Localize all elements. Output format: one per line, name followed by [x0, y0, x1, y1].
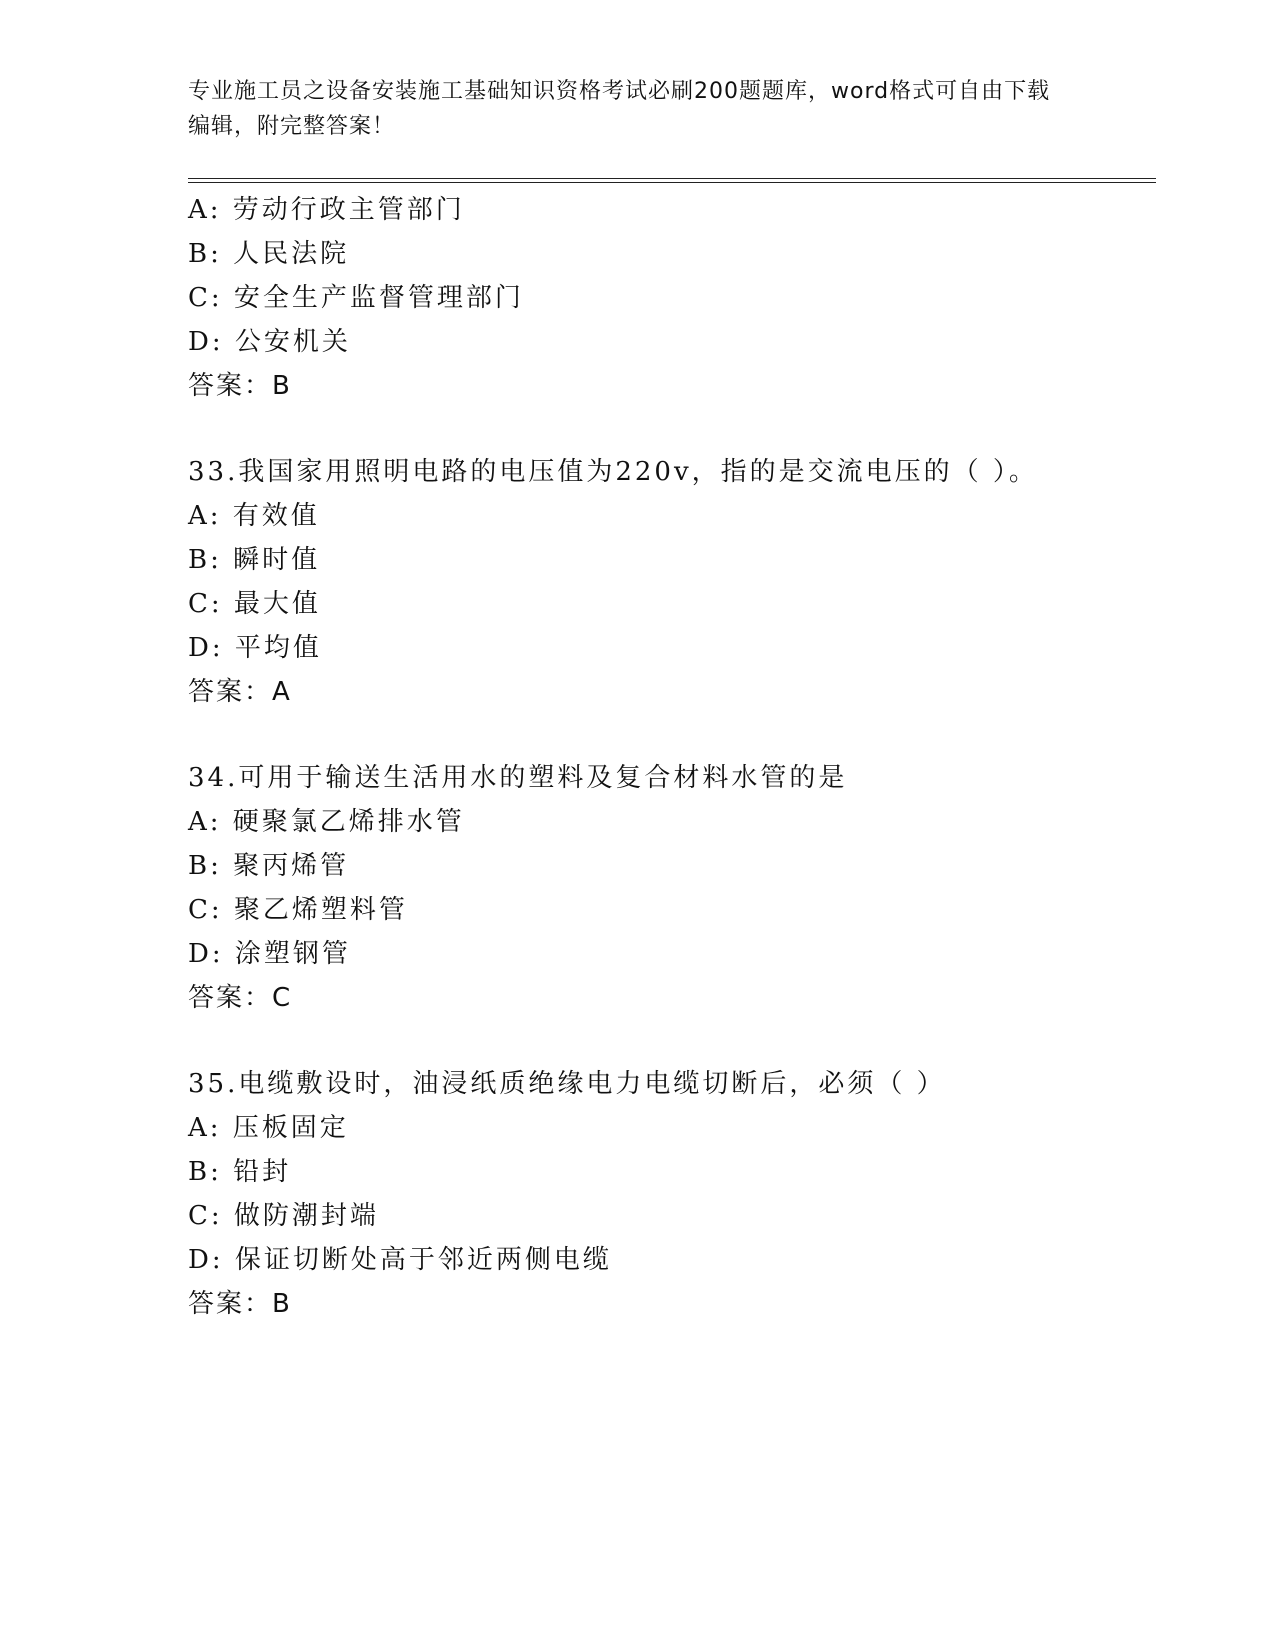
q33-option-d: D: 平均值 — [188, 633, 322, 663]
q34-option-c: C: 聚乙烯塑料管 — [188, 895, 408, 925]
q34-option-a: A: 硬聚氯乙烯排水管 — [188, 807, 465, 837]
q32-option-a: A: 劳动行政主管部门 — [188, 195, 465, 225]
header-divider-top — [188, 178, 1156, 179]
q33-option-b: B: 瞬时值 — [188, 545, 321, 575]
q33-option-c: C: 最大值 — [188, 589, 321, 619]
q32-option-d: D: 公安机关 — [188, 327, 351, 357]
q35-option-b: B: 铅封 — [188, 1157, 292, 1187]
q32-option-c: C: 安全生产监督管理部门 — [188, 283, 524, 313]
q35-option-c: C: 做防潮封端 — [188, 1201, 379, 1231]
q34-answer: 答案：C — [188, 983, 293, 1013]
q33-question: 33.我国家用照明电路的电压值为220v，指的是交流电压的（ ）。 — [188, 457, 1038, 487]
q35-option-d: D: 保证切断处高于邻近两侧电缆 — [188, 1245, 612, 1275]
q33-option-a: A: 有效值 — [188, 501, 320, 531]
q34-question: 34.可用于输送生活用水的塑料及复合材料水管的是 — [188, 763, 848, 793]
q32-answer: 答案：B — [188, 371, 292, 401]
q33-answer: 答案：A — [188, 677, 292, 707]
header-divider-bottom — [188, 182, 1156, 183]
q34-option-b: B: 聚丙烯管 — [188, 851, 350, 881]
q34-option-d: D: 涂塑钢管 — [188, 939, 351, 969]
q35-question: 35.电缆敷设时，油浸纸质绝缘电力电缆切断后，必须（ ） — [188, 1069, 946, 1099]
q35-option-a: A: 压板固定 — [188, 1113, 349, 1143]
q35-answer: 答案：B — [188, 1289, 292, 1319]
document-intro: 专业施工员之设备安装施工基础知识资格考试必刷200题题库，word格式可自由下载编辑，附完整答案！ — [188, 79, 1051, 139]
q32-option-b: B: 人民法院 — [188, 239, 350, 269]
